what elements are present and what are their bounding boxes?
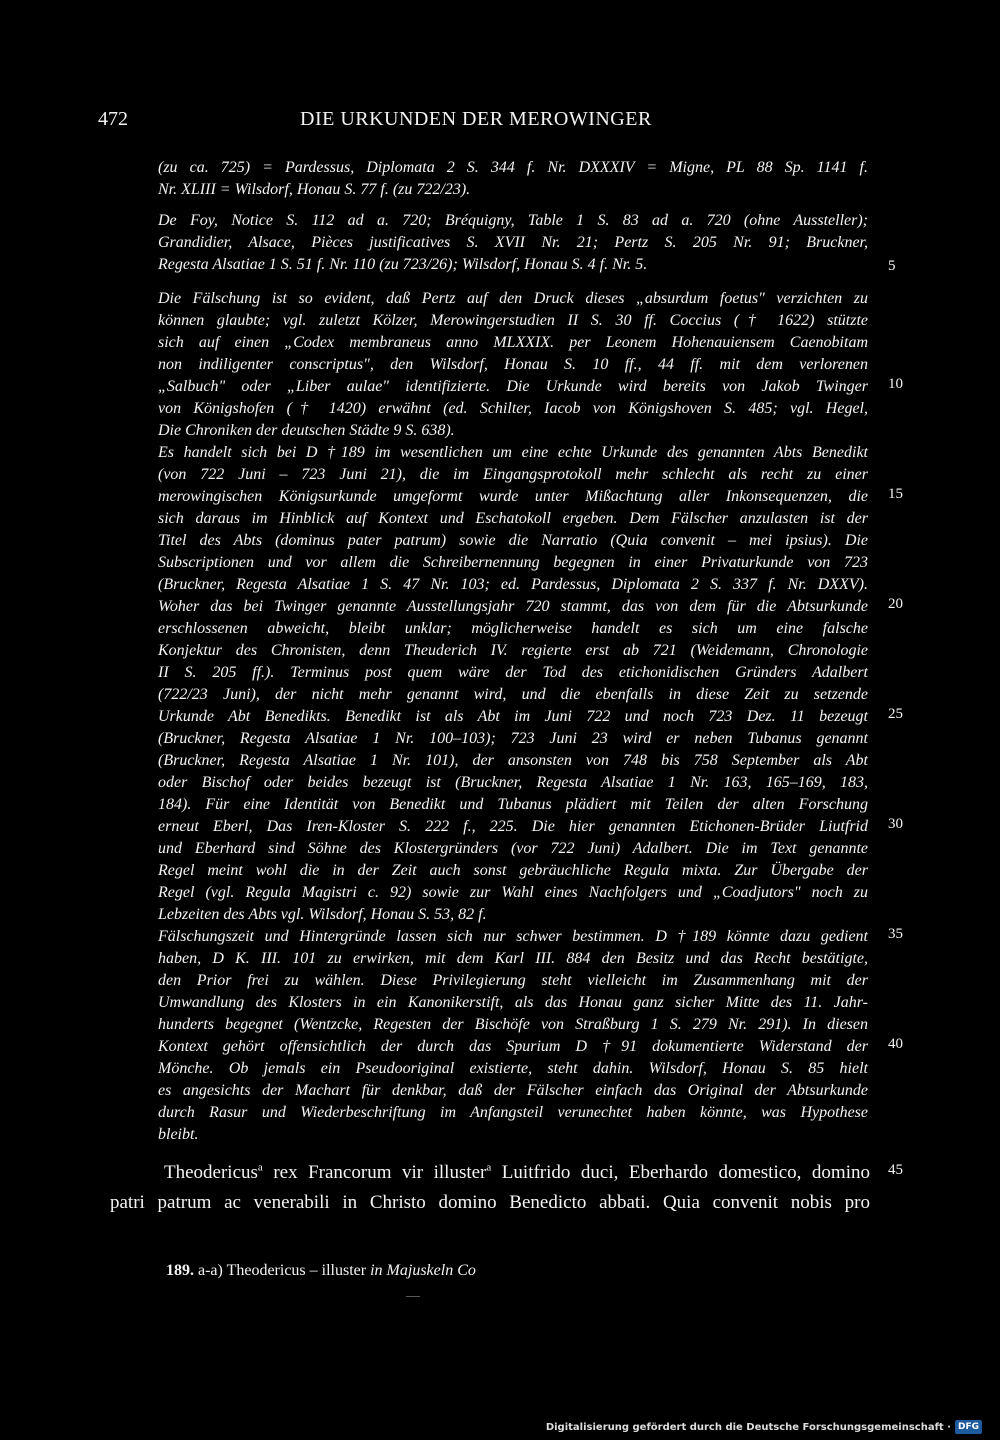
line-number: 30 (888, 816, 903, 832)
text-line: bleibt. (158, 1126, 199, 1143)
text-line: Nr. XLIII = Wilsdorf, Honau S. 77 f. (zu 722/23). (158, 181, 471, 198)
bibliography-block-2 (158, 210, 868, 276)
text-line: können glaubte; vgl. zuletzt Kölzer, Merowingerstudien II S. 30 ff. Coccius († 1622) stützte (158, 312, 868, 329)
text-line: (von 722 Juni – 723 Juni 21), die im Eingangsprotokoll mehr schlecht als recht zu einer (158, 466, 868, 483)
text-line: Subscriptionen und vor allem die Schreibernennung begegnen in einer Privaturkunde von 723 (158, 554, 868, 571)
charter-line (110, 1158, 870, 1188)
text-line: Umwandlung des Klosters in ein Kanonikerstift, als das Honau ganz sicher Mitte des 11. Jahr- (158, 994, 868, 1011)
text-line: De Foy, Notice S. 112 ad a. 720; Bréquigny, Table 1 S. 83 ad a. 720 (ohne Aussteller); (158, 212, 868, 229)
text-line: merowingischen Königsurkunde umgeformt wurde unter Mißachtung aller Inkonsequenzen, die (158, 488, 868, 505)
text-line: Regesta Alsatiae 1 S. 51 f. Nr. 110 (zu 723/26); Wilsdorf, Honau S. 4 f. Nr. 5. (158, 256, 648, 273)
text-line: (Bruckner, Regesta Alsatiae 1 S. 47 Nr. 103; ed. Pardessus, Diplomata 2 S. 337 f. Nr. DXXV). (158, 576, 868, 593)
line-number: 40 (888, 1036, 903, 1052)
dfg-logo-icon: DFG (955, 1420, 982, 1434)
footnote-divider (406, 1296, 420, 1297)
text-line: 184). Für eine Identität von Benedikt und Tubanus plädiert mit Teilen der alten Forschung (158, 796, 868, 813)
text-line: und Eberhard sind Söhne des Klostergründers (vor 722 Juni) Adalbert. Die im Text genannte (158, 840, 868, 857)
text-line: Es handelt sich bei D †189 im wesentlichen um eine echte Urkunde des genannten Abts Benedikt (158, 444, 868, 461)
text-line: sich daraus im Hinblick auf Kontext und Eschatokoll ergeben. Dem Fälscher anzulasten ist der (158, 510, 868, 527)
charter-line: patri patrum ac venerabili in Christo domino Benedicto abbati. Quia convenit nobis pro (110, 1192, 870, 1213)
line-number: 45 (888, 1162, 903, 1178)
text-line: hunderts begegnet (Wentzcke, Regesten der Bischöfe von Straßburg 1 S. 279 Nr. 291). In diesen (158, 1016, 868, 1033)
text-span: Luitfrido duci, Eberhardo domestico, domino (491, 1162, 870, 1183)
text-line: den Prior frei zu wählen. Diese Privilegierung steht vielleicht im Zusammenhang mit der (158, 972, 868, 989)
line-number: 35 (888, 926, 903, 942)
credit-text: Digitalisierung gefördert durch die Deutsche Forschungsgemeinschaft · (545, 1421, 951, 1433)
text-line: Grandidier, Alsace, Pièces justificatives S. XVII Nr. 21; Pertz S. 205 Nr. 91; Bruckner, (158, 234, 868, 251)
text-line: Lebzeiten des Abts vgl. Wilsdorf, Honau S. 53, 82 f. (158, 906, 487, 923)
line-number: 15 (888, 486, 903, 502)
text-span: rex Francorum vir illuster (262, 1162, 487, 1183)
text-line: (722/23 Juni), der nicht mehr genannt wird, und die ebenfalls in diese Zeit zu setzende (158, 686, 868, 703)
text-line: Regel (vgl. Regula Magistri c. 92) sowie zur Wahl eines Nachfolgers und „Coadjutors" noch zu (158, 884, 868, 901)
text-line: (zu ca. 725) = Pardessus, Diplomata 2 S. 344 f. Nr. DXXXIV = Migne, PL 88 Sp. 1141 f. (158, 159, 868, 176)
text-line: (Bruckner, Regesta Alsatiae 1 Nr. 101), der ansonsten von 748 bis 758 September als Abt (158, 752, 868, 769)
footnote-number: 189. (166, 1262, 194, 1279)
text-line: Die Chroniken der deutschen Städte 9 S. 638). (158, 422, 455, 439)
text-line: Konjektur des Chronisten, denn Theuderich IV. regierte erst ab 721 (Weidemann, Chronologie (158, 642, 868, 659)
text-line: „Salbuch" oder „Liber aulae" identifizierte. Die Urkunde wird bereits von Jakob Twinger (158, 378, 868, 395)
line-number: 5 (888, 258, 896, 274)
digitization-credit (546, 1420, 982, 1434)
line-number: 25 (888, 706, 903, 722)
text-line: non indiligenter conscriptus", den Wilsdorf, Honau S. 10 ff., 44 ff. mit dem verlorenen (158, 356, 868, 373)
text-line: erneut Eberl, Das Iren-Kloster S. 222 f., 225. Die hier genannten Etichonen-Brüder Liutfrid (158, 818, 868, 835)
text-line: Kontext gehört offensichtlich der durch das Spurium D †91 dokumentierte Widerstand der (158, 1038, 868, 1055)
text-line: Die Fälschung ist so evident, daß Pertz auf den Druck dieses „absurdum foetus" verzichten zu (158, 290, 868, 307)
page-header (0, 108, 1000, 138)
text-line: Fälschungszeit und Hintergründe lassen sich nur schwer bestimmen. D †189 könnte dazu gedient (158, 928, 868, 945)
line-number: 10 (888, 376, 903, 392)
page-number: 472 (98, 108, 128, 130)
text-line: (Bruckner, Regesta Alsatiae 1 Nr. 100–103); 723 Juni 23 wird er neben Tubanus genannt (158, 730, 868, 747)
footnote-marker: a (486, 1161, 492, 1174)
text-line: es angesichts der Machart für denkbar, daß der Fälscher einfach das Original der Abtsurkunde (158, 1082, 868, 1099)
text-line: Regel meint wohl die in der Zeit auch sonst gebräuchliche Regula mixta. Zur Übergabe der (158, 862, 868, 879)
bibliography-block-1 (158, 157, 868, 201)
running-title: DIE URKUNDEN DER MEROWINGER (300, 108, 652, 130)
text-line: Urkunde Abt Benedikts. Benedikt ist als Abt im Juni 722 und noch 723 Dez. 11 bezeugt (158, 708, 868, 725)
charter-text (110, 1158, 870, 1218)
text-line: oder Bischof oder beides bezeugt ist (Bruckner, Regesta Alsatiae 1 Nr. 163, 165–169, 183, (158, 774, 868, 791)
text-line: sich auf einen „Codex membraneus anno MLXXIX. per Leonem Hohenauiensem Caenobitam (158, 334, 868, 351)
text-line: durch Rasur und Wiederbeschriftung im Anfangsteil verunechtet haben könnte, was Hypothese (158, 1104, 868, 1121)
footnote-marker: a (257, 1161, 263, 1174)
footnote-italic: in Majuskeln Co (370, 1262, 476, 1279)
text-span: Theodericus (164, 1162, 258, 1183)
text-line: Woher das bei Twinger genannte Ausstellungsjahr 720 stammt, das von dem für die Abtsurkunde (158, 598, 868, 615)
footnote-text: a-a) Theodericus – illuster (194, 1262, 371, 1279)
text-line: Titel des Abts (dominus pater patrum) sowie die Narratio (Quia convenit – mei ipsius). Die (158, 532, 868, 549)
text-line: Mönche. Ob jemals ein Pseudooriginal existierte, steht dahin. Wilsdorf, Honau S. 85 hielt (158, 1060, 868, 1077)
line-number: 20 (888, 596, 903, 612)
text-line: haben, D K. III. 101 zu erwirken, mit dem Karl III. 884 den Besitz und das Recht bestätigte, (158, 950, 868, 967)
commentary-block (158, 288, 868, 1146)
text-line: von Königshofen († 1420) erwähnt (ed. Schilter, Iacob von Königshoven S. 485; vgl. Hegel, (158, 400, 868, 417)
footnote (166, 1262, 476, 1280)
text-line: II S. 205 ff.). Terminus post quem wäre der Tod des etichonidischen Gründers Adalbert (158, 664, 868, 681)
text-line: erschlossenen abweicht, bleibt unklar; möglicherweise handelt es sich um eine falsche (158, 620, 868, 637)
